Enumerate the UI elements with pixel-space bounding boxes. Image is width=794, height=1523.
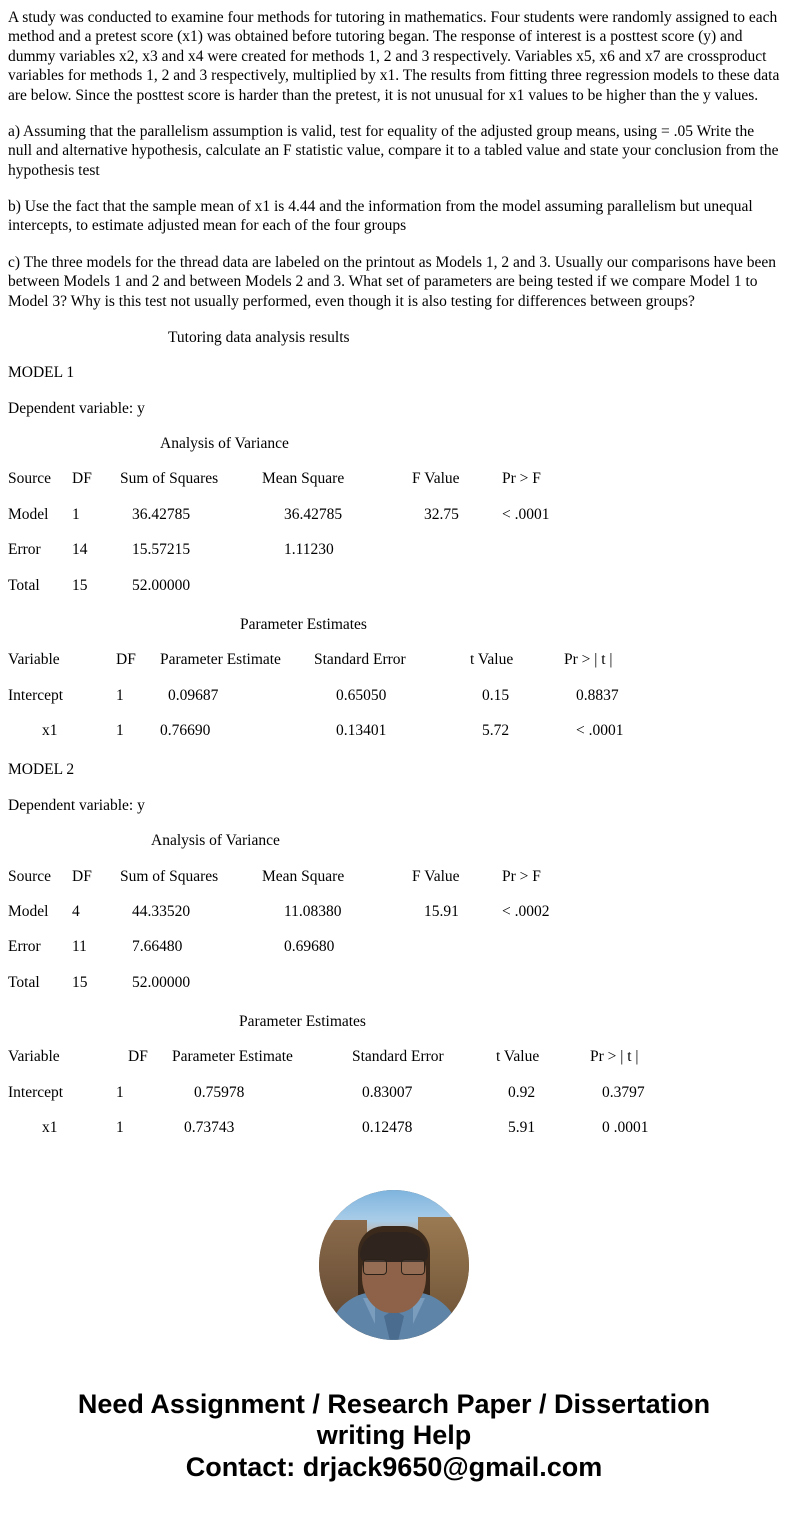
table-header-row: [8, 650, 666, 685]
col-header: Source: [8, 867, 52, 885]
cell: 1: [116, 1119, 124, 1137]
col-header: Mean Square: [262, 867, 345, 885]
profile-photo: [319, 1190, 469, 1340]
table-row: [8, 721, 666, 756]
cell: 1: [116, 1083, 124, 1101]
cell: Model: [8, 505, 49, 523]
col-header: Variable: [8, 651, 60, 669]
promo-line-1: Need Assignment / Research Paper / Dissertation: [77, 1388, 711, 1419]
question-c-paragraph: c) The three models for the thread data are labeled on the printout as Models 1, 2 and 3. Usually our comparisons have been between Models 1 and 2 and between Models 2 and 3. What set of parameters are being tested if we compare Model 1 to Model 3? Why is this test not usually performed, even though it is also testing for differences between groups?: [8, 253, 777, 310]
cell: [412, 973, 502, 1008]
cell: 0.76690: [160, 722, 211, 739]
table-header-row: [8, 867, 582, 902]
cell: 11.08380: [284, 902, 342, 920]
model-2-dependent-variable: Dependent variable: y: [8, 796, 145, 814]
cell: 7.66480: [132, 938, 183, 956]
table-row: [8, 576, 582, 611]
col-header: Variable: [8, 1048, 60, 1066]
cell: 0 .0001: [602, 1119, 649, 1137]
model-2-anova-table: [8, 867, 582, 1009]
col-header: Sum of Squares: [120, 470, 219, 488]
model-2-anova-title: Analysis of Variance: [151, 832, 280, 850]
question-b-paragraph: b) Use the fact that the sample mean of x1 is 4.44 and the information from the model assuming parallelism but unequal intercepts, to estimate adjusted mean for each of the four groups: [8, 198, 753, 235]
col-header: DF: [72, 470, 92, 488]
cell: < .0001: [502, 505, 550, 523]
question-intro-paragraph: A study was conducted to examine four methods for tutoring in mathematics. Four students were randomly assigned to each method and a pretest score (x1) was obtained before tutoring began. The response of interest is a posttest score (y) and dummy variables x2, x3 and x4 were created for methods 1, 2 and 3 respectively. Variables x5, x6 and x7 are crossproduct variables for methods 1, 2 and 3 respectively, multiplied by x1. The results from fitting three regression models to these data are below. Since the posttest score is harder than the pretest, it is not unusual for x1 values to be higher than the y values.: [8, 9, 780, 104]
model-1-anova-table: [8, 469, 582, 611]
cell: 0.73743: [184, 1119, 235, 1137]
table-row: [8, 973, 582, 1008]
profile-photo-block: [8, 1190, 780, 1345]
model-2-label: MODEL 2: [8, 761, 75, 779]
cell: 15.91: [424, 902, 459, 920]
model-2-anova-table-wrap: [8, 867, 780, 1009]
col-header: t Value: [496, 1048, 540, 1066]
col-header: Parameter Estimate: [172, 1048, 293, 1066]
col-header: DF: [128, 1048, 148, 1066]
model-2-parameter-estimates-title: Parameter Estimates: [239, 1013, 366, 1030]
cell: 1.11230: [284, 541, 334, 559]
cell: [412, 540, 502, 575]
cell: [412, 576, 502, 611]
output-title: Tutoring data analysis results: [168, 328, 350, 346]
promo-banner: [8, 1389, 780, 1483]
cell: 4: [72, 902, 80, 920]
col-header: DF: [116, 651, 136, 669]
cell: < .0001: [576, 722, 624, 739]
col-header: Pr > F: [502, 867, 541, 885]
table-row: [8, 1083, 692, 1118]
col-header: Mean Square: [262, 470, 345, 488]
cell: 0.65050: [336, 686, 387, 704]
cell: 14: [72, 541, 88, 559]
cell: 15: [72, 576, 88, 594]
cell: Total: [8, 973, 40, 991]
cell: 0.92: [508, 1083, 536, 1101]
model-1-anova-table-wrap: [8, 469, 780, 611]
photo-hair: [360, 1232, 428, 1262]
cell: 15.57215: [132, 541, 191, 559]
model-1-dependent-variable: Dependent variable: y: [8, 399, 145, 417]
cell: 52.00000: [132, 973, 191, 991]
question-a-paragraph: a) Assuming that the parallelism assumption is valid, test for equality of the adjusted group means, using = .05 Write the null and alternative hypothesis, calculate an F statistic value, compare it to a tabled value and state your conclusion from the hypothesis test: [8, 122, 779, 179]
model-2-params-table-wrap: [8, 1047, 780, 1153]
cell: 0.69680: [284, 938, 335, 956]
cell: 36.42785: [284, 505, 343, 523]
table-row: [8, 937, 582, 972]
table-row: [8, 902, 582, 937]
cell: 0.8837: [576, 686, 619, 704]
model-1-parameter-estimates-title: Parameter Estimates: [240, 615, 367, 633]
promo-line-2: writing Help: [316, 1419, 472, 1450]
col-header: Pr > | t |: [564, 651, 613, 669]
cell: 0.3797: [602, 1083, 645, 1101]
cell: [412, 937, 502, 972]
model-1-label: MODEL 1: [8, 364, 75, 382]
cell: Intercept: [8, 1083, 64, 1101]
cell: 0.12478: [362, 1119, 413, 1137]
col-header: F Value: [412, 470, 460, 488]
model-1-parameter-estimates-table: [8, 650, 666, 756]
cell: 0.13401: [336, 722, 387, 739]
cell: [262, 576, 412, 611]
cell: x1: [42, 722, 58, 739]
cell: 1: [116, 722, 124, 739]
col-header: Parameter Estimate: [160, 651, 281, 669]
col-header: Pr > | t |: [590, 1048, 639, 1066]
promo-contact: Contact: drjack9650@gmail.com: [185, 1452, 603, 1483]
col-header: F Value: [412, 867, 460, 885]
cell: 0.09687: [168, 686, 219, 704]
cell: 1: [72, 505, 80, 523]
col-header: Standard Error: [314, 651, 406, 669]
table-row: [8, 1118, 692, 1153]
col-header: t Value: [470, 651, 514, 669]
cell: 15: [72, 973, 88, 991]
cell: 5.91: [508, 1119, 536, 1137]
glasses-icon: [363, 1259, 425, 1273]
model-2-parameter-estimates-table: [8, 1047, 692, 1153]
cell: 0.75978: [194, 1083, 245, 1101]
cell: Error: [8, 541, 41, 559]
cell: 32.75: [424, 505, 459, 523]
cell: Model: [8, 902, 49, 920]
cell: < .0002: [502, 902, 550, 920]
cell: Error: [8, 938, 41, 956]
table-row: [8, 505, 582, 540]
cell: [502, 540, 582, 575]
table-row: [8, 686, 666, 721]
col-header: Sum of Squares: [120, 867, 219, 885]
cell: x1: [42, 1119, 58, 1137]
col-header: Source: [8, 470, 52, 488]
col-header: Pr > F: [502, 470, 541, 488]
model-1-anova-title: Analysis of Variance: [160, 435, 289, 452]
cell: 36.42785: [132, 505, 191, 523]
cell: 1: [116, 686, 124, 704]
cell: 5.72: [482, 722, 510, 739]
table-header-row: [8, 1047, 692, 1082]
model-1-params-table-wrap: [8, 650, 780, 756]
table-header-row: [8, 469, 582, 504]
col-header: Standard Error: [352, 1048, 444, 1066]
cell: [502, 937, 582, 972]
cell: 44.33520: [132, 902, 191, 920]
cell: [502, 576, 582, 611]
cell: Total: [8, 576, 40, 594]
col-header: DF: [72, 867, 92, 885]
cell: Intercept: [8, 686, 64, 704]
cell: 0.83007: [362, 1083, 413, 1101]
table-row: [8, 540, 582, 575]
cell: 0.15: [482, 686, 510, 704]
cell: [502, 973, 582, 1008]
cell: 11: [72, 938, 87, 956]
cell: [262, 973, 412, 1008]
cell: 52.00000: [132, 576, 191, 594]
